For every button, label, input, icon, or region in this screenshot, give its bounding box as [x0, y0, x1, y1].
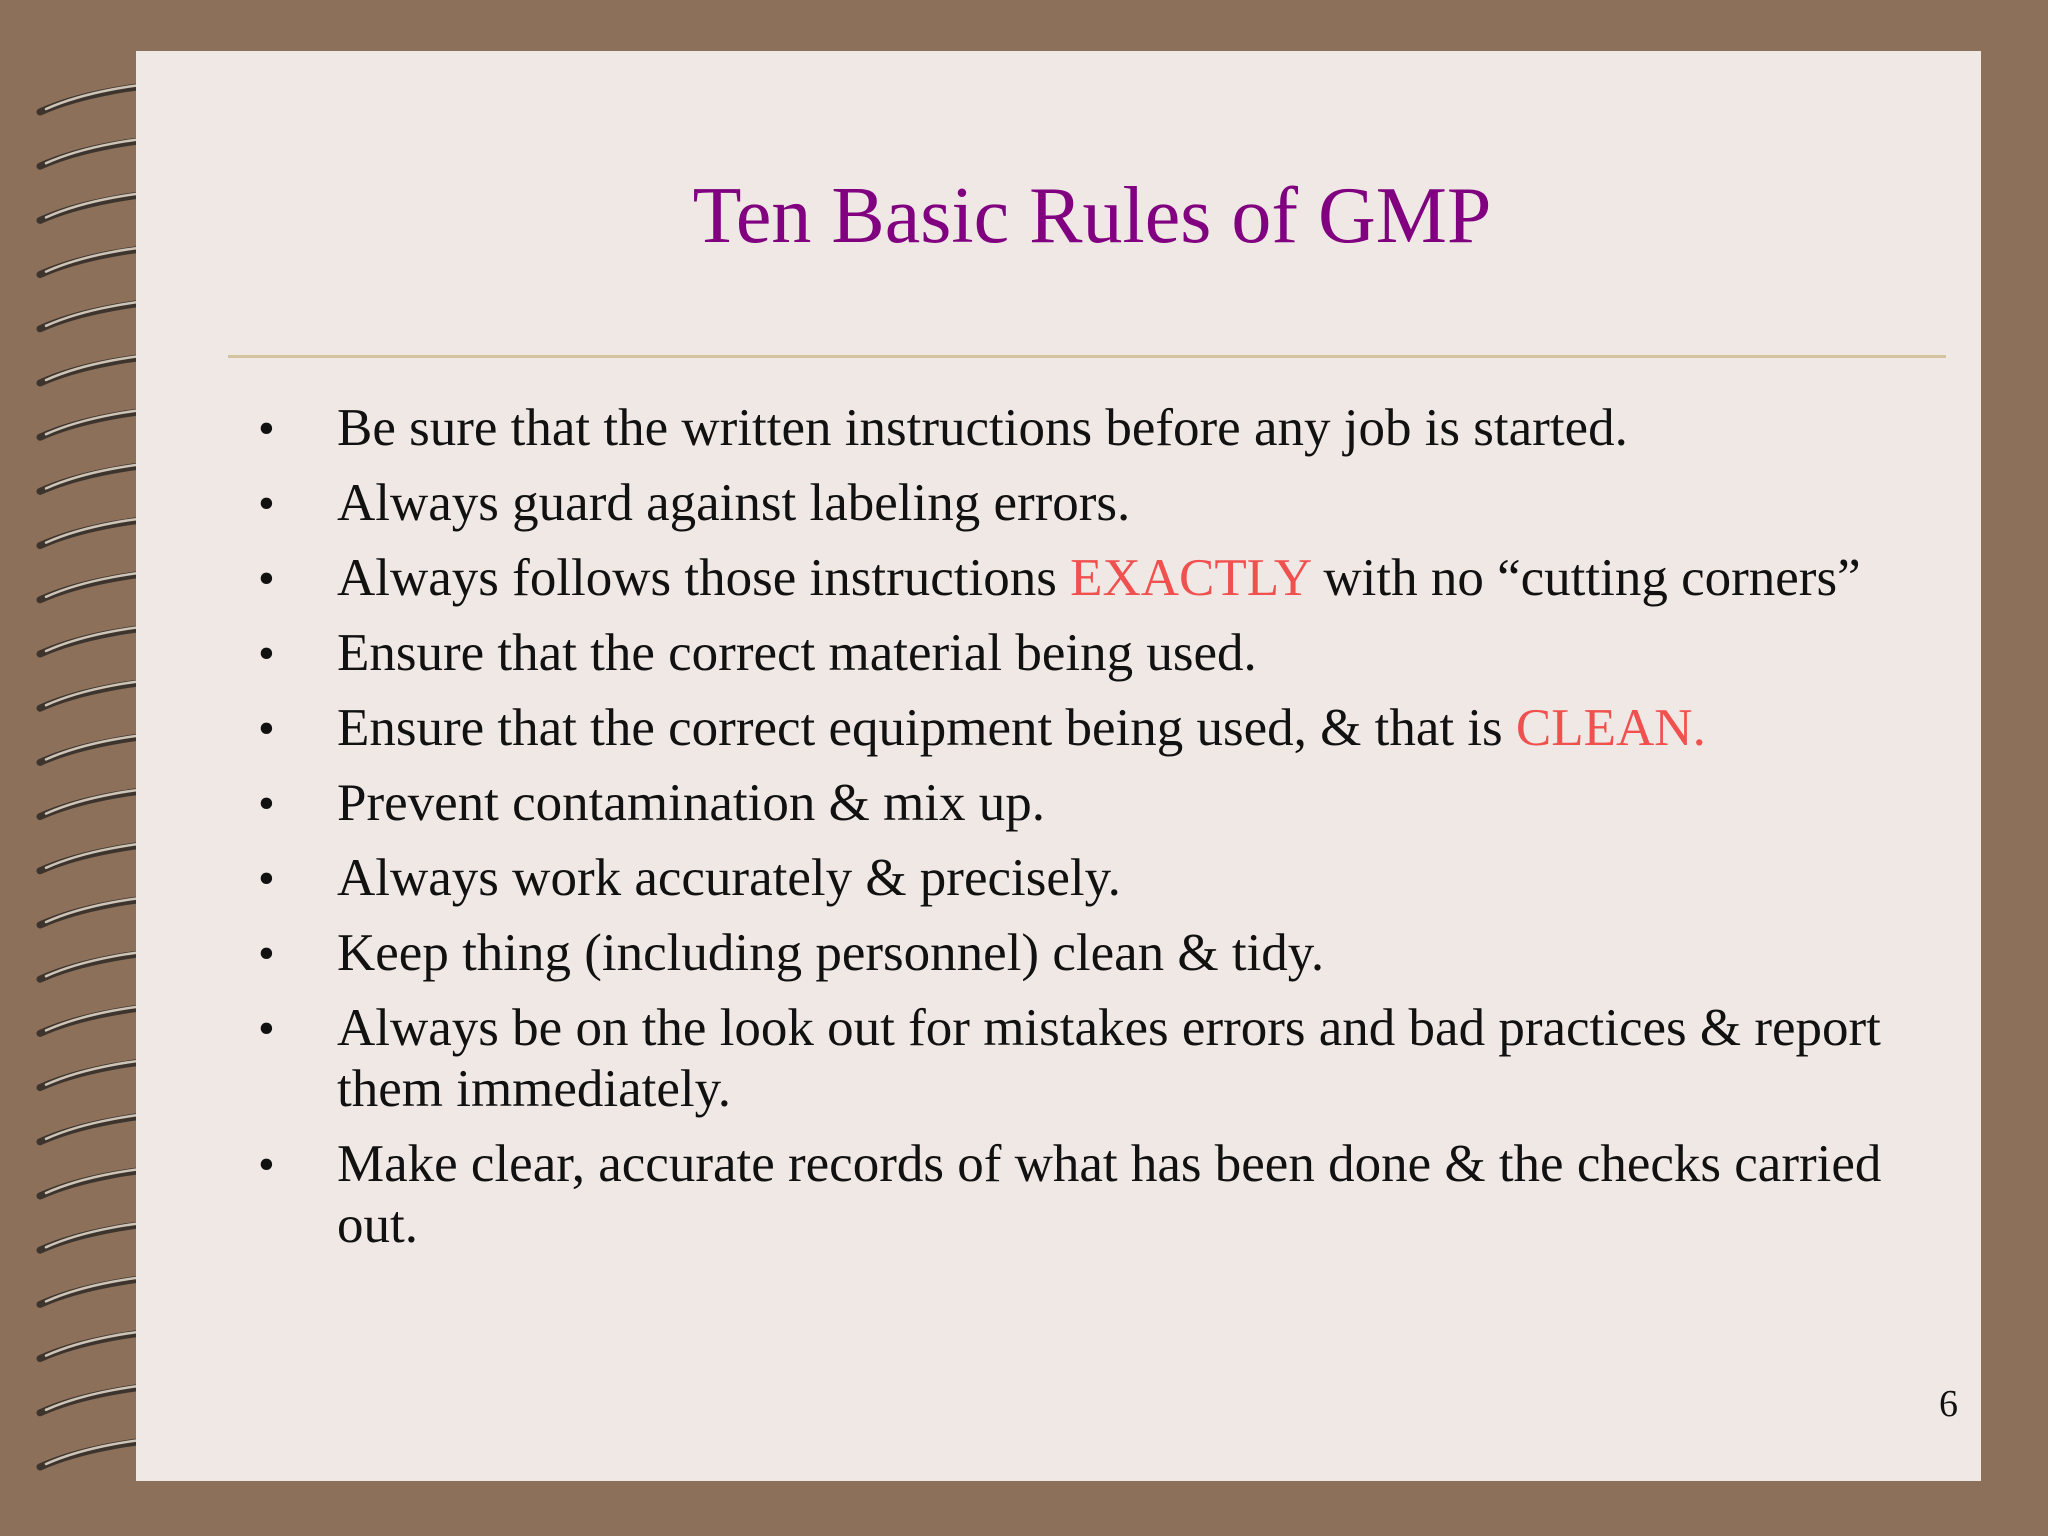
bullet-icon: •	[258, 627, 275, 680]
rule-text: Make clear, accurate records of what has been done & the checks carried out.	[337, 1135, 1882, 1254]
bullet-icon: •	[258, 552, 275, 605]
bullet-icon: •	[258, 402, 275, 455]
bullet-icon: •	[258, 477, 275, 530]
rule-item-6	[253, 773, 1893, 834]
rule-text-after: with no “cutting corners”	[1310, 549, 1861, 607]
page-number: 6	[1939, 1383, 1958, 1425]
rule-highlight: EXACTLY	[1070, 549, 1311, 607]
rule-item-8	[253, 923, 1893, 984]
rule-item-2	[253, 473, 1893, 534]
bullet-icon: •	[258, 852, 275, 905]
title-divider	[228, 355, 1946, 358]
rule-text: Ensure that the correct material being used.	[337, 624, 1257, 682]
rule-item-7	[253, 848, 1893, 909]
rule-text-before: Ensure that the correct equipment being used, & that is	[337, 699, 1516, 757]
rule-text: Always guard against labeling errors.	[337, 474, 1131, 532]
rule-item-10	[253, 1134, 1893, 1256]
rule-item-5	[253, 698, 1893, 759]
rule-text-before: Always follows those instructions	[337, 549, 1071, 607]
rule-text: Be sure that the written instructions before any job is started.	[337, 399, 1628, 457]
rules-list	[253, 398, 1893, 1270]
bullet-icon: •	[258, 702, 275, 755]
rule-item-3	[253, 548, 1893, 609]
rule-item-9	[253, 998, 1893, 1120]
rule-highlight: CLEAN.	[1515, 699, 1706, 757]
rule-item-1	[253, 398, 1893, 459]
rule-text: Always work accurately & precisely.	[337, 849, 1121, 907]
bullet-icon: •	[258, 1138, 275, 1191]
rule-text: Prevent contamination & mix up.	[337, 774, 1046, 832]
slide-title: Ten Basic Rules of GMP	[692, 172, 1492, 260]
rule-item-4	[253, 623, 1893, 684]
rule-text: Always be on the look out for mistakes errors and bad practices & report them immediately.	[337, 999, 1881, 1118]
bullet-icon: •	[258, 927, 275, 980]
bullet-icon: •	[258, 1002, 275, 1055]
rule-text: Keep thing (including personnel) clean & tidy.	[337, 924, 1325, 982]
bullet-icon: •	[258, 777, 275, 830]
